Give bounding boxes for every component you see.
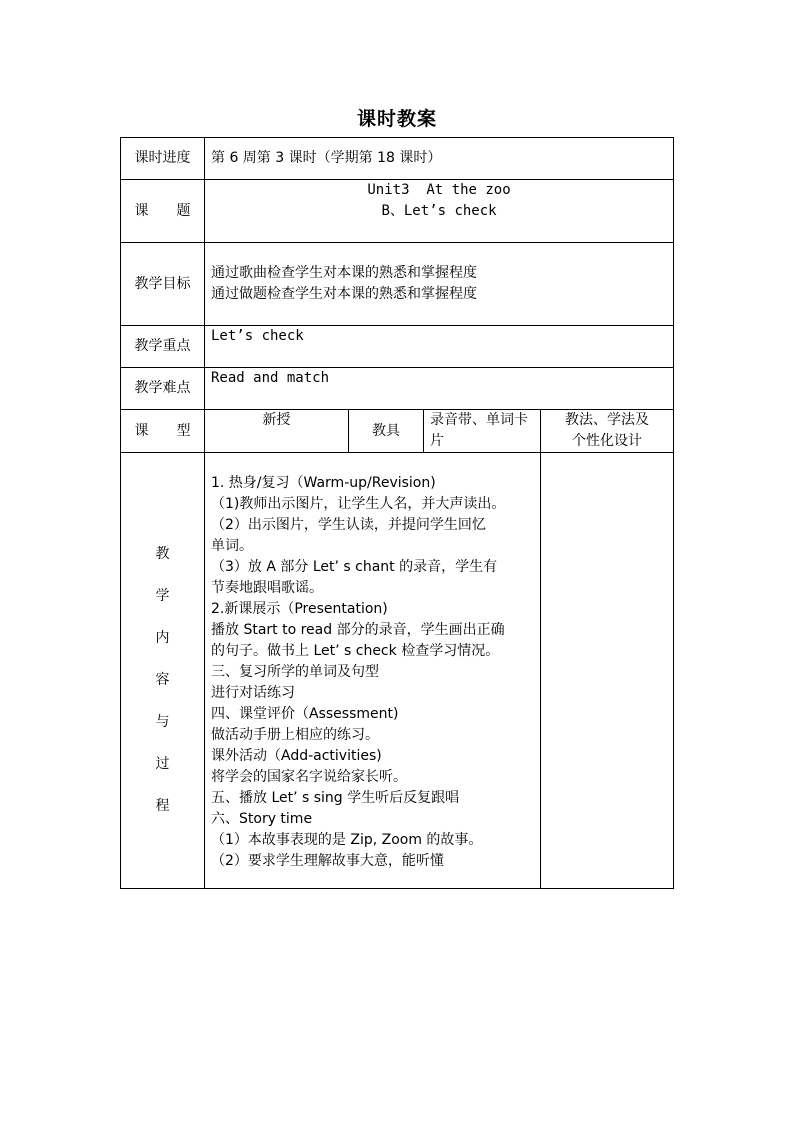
row-difficulty [121,368,674,410]
tools-label: 教具 [349,410,424,453]
row-focus [121,326,674,368]
content-label-char: 内 [155,630,170,646]
lesson-plan-table [120,137,674,889]
row-content [121,453,674,889]
focus-label: 教学重点 [121,326,205,368]
progress-value: 第 6 周第 3 课时（学期第 18 课时） [205,138,674,180]
topic-line-2: B、Let’s check [381,203,497,219]
goals-label: 教学目标 [121,243,205,326]
content-line: 1. 热身/复习（Warm-up/Revision) [211,475,436,491]
content-label-char: 学 [155,588,170,604]
method-label-line-1: 教法、学法及 [565,412,650,428]
content-line: （1）本故事表现的是 Zip, Zoom 的故事。 [211,832,483,848]
content-label [121,453,205,889]
content-label-char: 程 [155,798,170,814]
tools-value-line-1: 录音带、单词卡 [430,412,528,428]
row-progress [121,138,674,180]
content-line: 将学会的国家名字说给家长听。 [211,769,407,785]
tools-value-line-2: 片 [430,433,444,449]
content-line: 的句子。做书上 Let’ s check 检查学习情况。 [211,643,500,659]
topic-line-1: Unit3 At the zoo [367,182,511,198]
topic-label: 课 题 [121,180,205,243]
content-line: 做活动手册上相应的练习。 [211,727,379,743]
content-line: 三、复习所学的单词及句型 [211,664,379,680]
content-line: （3）放 A 部分 Let’ s chant 的录音，学生有 [211,559,498,575]
content-method-cell [541,453,674,889]
content-line: 2.新课展示（Presentation) [211,601,388,617]
content-label-char: 过 [155,756,170,772]
content-label-char: 容 [155,672,170,688]
content-line: 单词。 [211,538,253,554]
focus-value: Let’s check [205,326,674,368]
content-line: （1)教师出示图片，让学生人名，并大声读出。 [211,496,506,512]
type-label: 课 型 [121,410,205,453]
document-title: 课时教案 [356,108,437,130]
content-line: 五、播放 Let’ s sing 学生听后反复跟唱 [211,790,460,806]
content-line: 四、课堂评价（Assessment) [211,706,399,722]
goals-line-2: 通过做题检查学生对本课的熟悉和掌握程度 [211,286,477,302]
method-label [541,410,674,453]
content-line: 进行对话练习 [211,685,295,701]
goals-value [205,243,674,326]
content-body [205,453,541,889]
tools-value [424,410,541,453]
row-goals [121,243,674,326]
difficulty-label: 教学难点 [121,368,205,410]
content-line: 播放 Start to read 部分的录音，学生画出正确 [211,622,505,638]
content-label-char: 教 [155,546,170,562]
progress-label: 课时进度 [121,138,205,180]
topic-value [205,180,674,243]
content-label-char: 与 [155,714,170,730]
method-label-line-2: 个性化设计 [572,433,643,449]
content-line: （2）要求学生理解故事大意，能听懂 [211,853,444,869]
goals-line-1: 通过歌曲检查学生对本课的熟悉和掌握程度 [211,265,477,281]
content-line: （2）出示图片，学生认读，并提问学生回忆 [211,517,486,533]
type-value: 新授 [205,410,349,453]
content-line: 课外活动（Add-activities) [211,748,382,764]
row-topic [121,180,674,243]
row-type [121,410,674,453]
content-line: 节奏地跟唱歌谣。 [211,580,323,596]
content-line: 六、Story time [211,811,313,827]
difficulty-value: Read and match [205,368,674,410]
